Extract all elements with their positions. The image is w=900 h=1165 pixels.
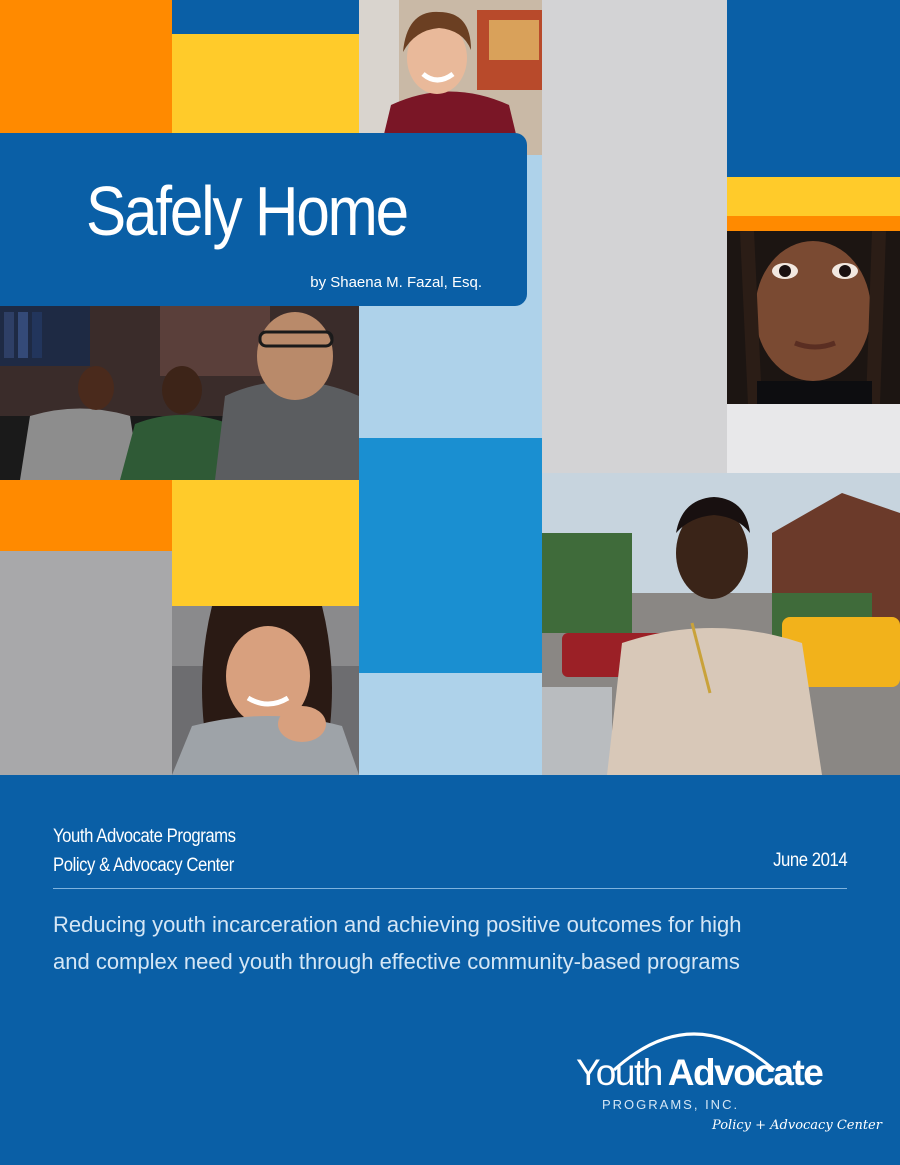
- light-gray-block-right: [727, 404, 900, 473]
- photo-young-man-street: [542, 473, 900, 775]
- yellow-block-top: [172, 34, 359, 133]
- tagline-line-2: and complex need youth through effective community-based programs: [53, 949, 740, 974]
- blue-strip-top: [172, 0, 359, 34]
- orange-stripe-right: [727, 216, 900, 231]
- logo-word-youth: Youth: [576, 1052, 662, 1093]
- orange-block-top: [0, 0, 172, 133]
- bright-blue-block: [359, 438, 542, 673]
- yellow-block-mid: [172, 480, 359, 606]
- cover-title: Safely Home: [86, 172, 407, 250]
- byline: by Shaena M. Fazal, Esq.: [310, 274, 482, 291]
- org-line-1: Youth Advocate Programs: [53, 826, 236, 847]
- logo-subtitle: PROGRAMS, INC.: [602, 1097, 740, 1112]
- light-blue-block-low: [359, 673, 542, 775]
- tagline-line-1: Reducing youth incarceration and achieving positive outcomes for high: [53, 912, 742, 937]
- logo-wordmark: [576, 1054, 822, 1091]
- orange-block-mid: [0, 480, 172, 551]
- divider-rule: [53, 888, 847, 889]
- org-name: [53, 822, 236, 880]
- photo-girl-braids: [727, 231, 900, 404]
- logo-word-advocate: Advocate: [667, 1052, 823, 1093]
- blue-block-right: [727, 0, 900, 177]
- tagline: [53, 906, 853, 980]
- photo-three-young-men: [0, 306, 359, 480]
- gray-block-left: [0, 551, 172, 775]
- yap-logo: [574, 1018, 882, 1140]
- photo-teen-boy-smiling: [359, 0, 542, 155]
- publication-date: June 2014: [772, 850, 847, 871]
- yellow-stripe-right: [727, 177, 900, 216]
- logo-script-line: Policy + Advocacy Center: [712, 1118, 882, 1133]
- gray-column: [542, 0, 727, 473]
- org-line-2: Policy & Advocacy Center: [53, 855, 234, 876]
- photo-smiling-girl: [172, 606, 359, 775]
